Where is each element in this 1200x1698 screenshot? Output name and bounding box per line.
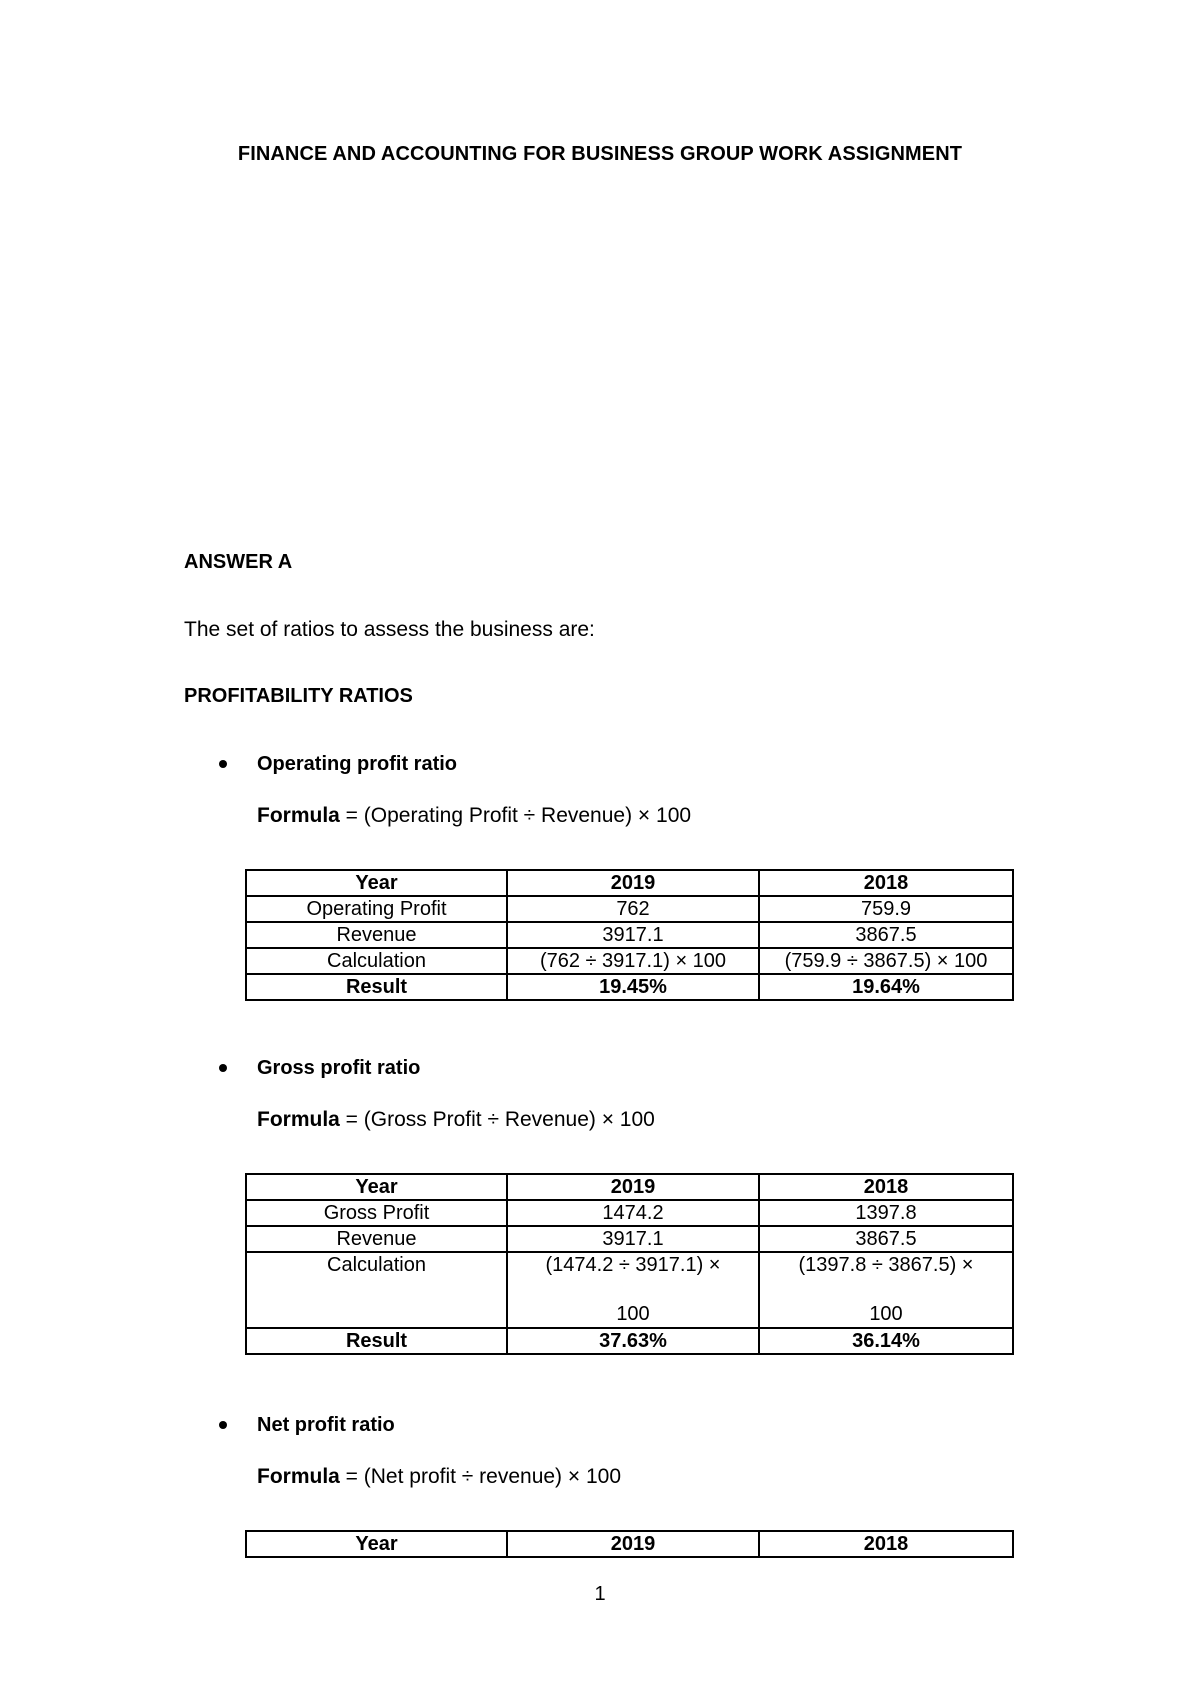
bullet-icon: [219, 1064, 227, 1072]
table-cell: Revenue: [246, 922, 507, 948]
table-cell: Result: [246, 1328, 507, 1354]
section-heading: PROFITABILITY RATIOS: [184, 685, 413, 707]
table-cell: 37.63%: [507, 1328, 759, 1354]
table-row: [246, 896, 1013, 922]
operating-profit-ratio-label: Operating profit ratio: [257, 753, 457, 775]
intro-paragraph: The set of ratios to assess the business are:: [184, 618, 595, 641]
cell-line: (1474.2 ÷ 3917.1) ×: [545, 1254, 721, 1276]
table-header-cell: 2019: [507, 870, 759, 896]
table-cell: 1397.8: [759, 1200, 1013, 1226]
table-cell: 762: [507, 896, 759, 922]
table-row: [246, 1252, 1013, 1328]
table-row: [246, 1200, 1013, 1226]
table-cell: [759, 1252, 1013, 1328]
formula-label: Formula: [257, 1465, 340, 1488]
table-cell: Operating Profit: [246, 896, 507, 922]
table-header-cell: Year: [246, 1174, 507, 1200]
table-cell: 19.45%: [507, 974, 759, 1000]
formula-label: Formula: [257, 1108, 340, 1131]
table-header-cell: 2018: [759, 1174, 1013, 1200]
table-header-cell: 2018: [759, 1531, 1013, 1557]
table-cell: 3917.1: [507, 1226, 759, 1252]
gross-profit-ratio-label: Gross profit ratio: [257, 1057, 421, 1079]
gross-profit-formula: [257, 1108, 655, 1132]
net-profit-ratio-label: Net profit ratio: [257, 1414, 395, 1436]
table-header-cell: 2019: [507, 1531, 759, 1557]
table-header-row: [246, 1531, 1013, 1557]
table-cell: 19.64%: [759, 974, 1013, 1000]
table-result-row: [246, 974, 1013, 1000]
cell-line: (1397.8 ÷ 3867.5) ×: [798, 1254, 974, 1276]
table-cell: Calculation: [246, 948, 507, 974]
net-profit-formula: [257, 1465, 621, 1489]
table-cell: 3867.5: [759, 922, 1013, 948]
formula-text: = (Gross Profit ÷ Revenue) × 100: [339, 1108, 655, 1131]
table-header-row: [246, 870, 1013, 896]
document-title: FINANCE AND ACCOUNTING FOR BUSINESS GROUP WORK ASSIGNMENT: [237, 143, 963, 165]
table-row: [246, 948, 1013, 974]
table-cell: 3867.5: [759, 1226, 1013, 1252]
cell-line: 100: [616, 1303, 650, 1325]
table-header-cell: Year: [246, 870, 507, 896]
table-cell: Result: [246, 974, 507, 1000]
formula-text: = (Net profit ÷ revenue) × 100: [339, 1465, 622, 1488]
table-cell: (762 ÷ 3917.1) × 100: [507, 948, 759, 974]
table-row: [246, 1226, 1013, 1252]
table-cell: 36.14%: [759, 1328, 1013, 1354]
table-cell: Gross Profit: [246, 1200, 507, 1226]
table-cell: (759.9 ÷ 3867.5) × 100: [759, 948, 1013, 974]
table-cell: [507, 1252, 759, 1328]
table-row: [246, 922, 1013, 948]
table-cell: 3917.1: [507, 922, 759, 948]
table-result-row: [246, 1328, 1013, 1354]
net-profit-table: [245, 1530, 1014, 1558]
table-header-row: [246, 1174, 1013, 1200]
table-header-cell: Year: [246, 1531, 507, 1557]
page-number: 1: [594, 1583, 606, 1605]
table-cell: 759.9: [759, 896, 1013, 922]
table-header-cell: 2018: [759, 870, 1013, 896]
formula-label: Formula: [257, 804, 340, 827]
bullet-icon: [219, 760, 227, 768]
table-cell: 1474.2: [507, 1200, 759, 1226]
answer-heading: ANSWER A: [184, 551, 293, 573]
bullet-icon: [219, 1421, 227, 1429]
table-header-cell: 2019: [507, 1174, 759, 1200]
table-cell: Calculation: [246, 1252, 507, 1328]
operating-profit-formula: [257, 804, 691, 828]
gross-profit-table: [245, 1173, 1014, 1355]
formula-text: = (Operating Profit ÷ Revenue) × 100: [339, 804, 692, 827]
operating-profit-table: [245, 869, 1014, 1001]
cell-line: 100: [869, 1303, 903, 1325]
table-cell: Revenue: [246, 1226, 507, 1252]
